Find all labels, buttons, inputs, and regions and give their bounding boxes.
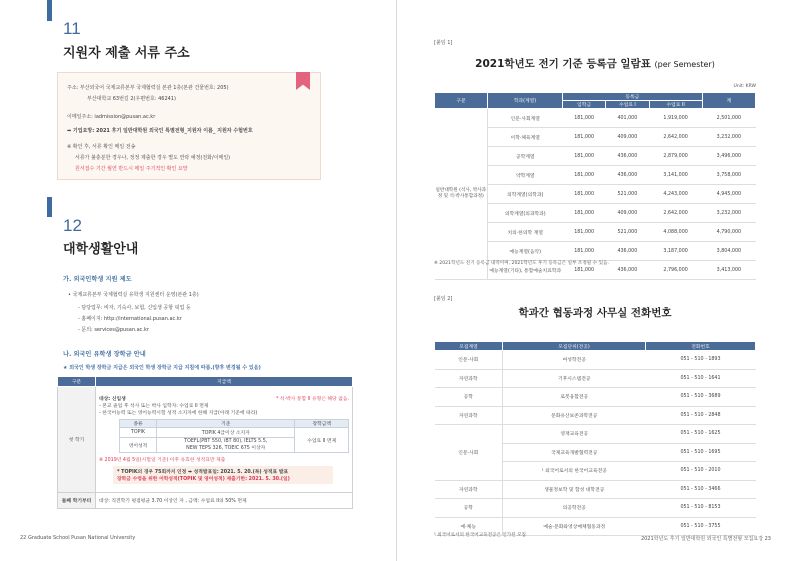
phone-major-cell: 의공학전공 [503, 499, 646, 518]
fee-title-en: (per Semester) [654, 60, 715, 69]
section-bar [47, 197, 52, 217]
fee-cell: 436,000 [606, 242, 649, 261]
table-cell [96, 387, 353, 493]
fee-cell: 181,000 [563, 223, 606, 242]
phone-row [435, 388, 756, 407]
phone-number-cell: 051 - 510 - 8153 [646, 499, 756, 518]
phone-header: 모집계열 [435, 342, 503, 351]
table-header: 지급액 [96, 377, 353, 387]
phone-major-cell: 국제교육개발협력전공 [503, 443, 646, 462]
fee-cell: 1,919,000 [649, 109, 702, 128]
fee-cell: 의학계열(의학과) [488, 185, 563, 204]
section-bar [47, 0, 52, 21]
fee-title-text: 2021학년도 전기 기준 등록금 일람표 [475, 58, 651, 70]
subheading: 나. 외국인 유학생 장학금 안내 [63, 351, 146, 358]
highlight-box [113, 466, 333, 484]
eligibility-line: - 본교 졸업 후 석사 또는 박사 입학자: 수업료 II 면제 [99, 404, 209, 409]
attachment-label: [붙임 2] [434, 296, 453, 302]
fee-cell: 예능계열(음악) [488, 242, 563, 261]
fee-cell: 3,232,000 [702, 204, 755, 223]
phone-number-cell: 051 - 510 - 2848 [646, 406, 756, 425]
fee-cell: 3,496,000 [702, 147, 755, 166]
inner-header: 종류 [120, 420, 157, 428]
fee-cell: 436,000 [606, 147, 649, 166]
note-line-red: 원서접수 기간 월연 반드시 메일 주기적인 확인 요망 [75, 166, 188, 172]
row-label: 첫 학기 [58, 387, 96, 493]
phone-number-cell: 051 - 510 - 2010 [646, 462, 756, 481]
row-label: 둘째 학기부터 [58, 493, 96, 509]
right-page [397, 0, 793, 561]
fee-cell: 예능계열(기타), 통합예술치료학과 [488, 261, 563, 280]
fee-cell: 181,000 [563, 166, 606, 185]
email-line: 이메일주소: iadmission@pusan.ac.kr [67, 114, 156, 120]
phone-number-cell: 051 - 510 - 3466 [646, 480, 756, 499]
section-number: 12 [63, 216, 82, 235]
phone-major-cell: 문화유산보존과학전공 [503, 406, 646, 425]
fee-cell: 약학계열 [488, 166, 563, 185]
fee-cell: 4,790,000 [702, 223, 755, 242]
note-line: 서류가 불충분한 경우나, 정정 제출한 경우 별도 연락 예정(전화/이메일) [75, 155, 231, 161]
table-cell: 대상: 직전학기 평점평균 3.70 이상인 자 , 금액: 수업료 II의 50% 면제 [96, 493, 353, 509]
phone-major-cell: ¹ 외국어로서의 한국어교육전공 [503, 462, 646, 481]
fee-header: 학과(계열) [488, 93, 563, 109]
fee-cell: 181,000 [563, 147, 606, 166]
fee-table [434, 92, 756, 280]
scholarship-table [57, 376, 353, 509]
phone-major-cell: 로봇융합전공 [503, 388, 646, 407]
fee-cell: 인문·사회계열 [488, 109, 563, 128]
fee-cell: 181,000 [563, 109, 606, 128]
eligibility-line: - 한국어능력 또는 영어능력시험 성적 소지자에 한해 지급(아래 기준에 따라) [99, 411, 258, 416]
phone-note: ¹ 외국어로서의 한국어교육전공은 인가된 모집 [434, 533, 526, 538]
red-note: * 석·박사 통합 II 유형은 해당 없음. [275, 397, 349, 402]
notice-box [57, 72, 321, 180]
phone-group-label: 인문·사회 [435, 351, 503, 370]
address-line: 부산대학교 63번길 2(우편번호: 46241) [87, 96, 176, 102]
fee-cell: 의학계열(의과학과) [488, 204, 563, 223]
list-item: - 담당업무: 비자, 기숙사, 보험, 신입생 공항 픽업 등 [78, 305, 191, 311]
phone-header: 모집단위(전공) [503, 342, 646, 351]
list-item: - 홈페이지: http://international.pusan.ac.kr [78, 316, 182, 322]
unit-label: Unit: KRW [733, 84, 756, 89]
phone-group-label: 자연과학 [435, 406, 503, 425]
subheading: 가. 외국인학생 지원 제도 [63, 276, 132, 283]
phone-row [435, 425, 756, 444]
fee-cell: 4,088,000 [649, 223, 702, 242]
phone-group-label: 자연과학 [435, 480, 503, 499]
fee-header: 구분 [435, 93, 488, 109]
fee-cell: 3,804,000 [702, 242, 755, 261]
fee-cell: 181,000 [563, 128, 606, 147]
inner-header: 기준 [157, 420, 295, 428]
fee-cell: 409,000 [606, 204, 649, 223]
fee-cell: 2,879,000 [649, 147, 702, 166]
eligibility-title: 대상: 신입생 [99, 397, 126, 402]
note-line: ※ 확인 후, 서류 확인 메일 전송 [67, 144, 136, 150]
left-page [0, 0, 396, 561]
fee-header: 등록금 [563, 93, 703, 101]
list-item: • 국제교류본부 국제협력실 유학생 지원센터 운영(본관 1층) [68, 292, 199, 298]
inner-cell: 수업료 II 면제 [295, 428, 349, 453]
fee-header: 계 [702, 93, 755, 109]
attachment-label: [붙임 1] [434, 40, 453, 46]
section-title: 대학생활안내 [63, 242, 139, 257]
phone-number-cell: 051 - 510 - 3755 [646, 517, 756, 536]
fee-cell: 3,413,000 [702, 261, 755, 280]
phone-row [435, 351, 756, 370]
inner-cell: TOPIK [120, 428, 157, 438]
fee-cell: 2,642,000 [649, 128, 702, 147]
phone-row [435, 480, 756, 499]
address-line: 주소: 부산외국어 국제교류본부 국제협력실 본관 1층(본관 건물번호: 205) [67, 85, 229, 91]
phone-number-cell: 051 - 510 - 1695 [646, 443, 756, 462]
fee-cell: 3,232,000 [702, 128, 755, 147]
inner-header: 장학금액 [295, 420, 349, 428]
phone-number-cell: 051 - 510 - 1893 [646, 351, 756, 370]
phone-number-cell: 051 - 510 - 1625 [646, 425, 756, 444]
phone-number-cell: 051 - 510 - 3689 [646, 388, 756, 407]
phone-number-cell: 051 - 510 - 1641 [646, 369, 756, 388]
phone-row [435, 369, 756, 388]
fee-cell: 3,758,000 [702, 166, 755, 185]
fee-cell: 436,000 [606, 261, 649, 280]
fee-cell: 이학·체육계열 [488, 128, 563, 147]
section-title: 지원자 제출 서류 주소 [63, 46, 190, 61]
highlight-line: * TOPIK의 경우 75회까지 인정 ➡ 성적발표일: 2021. 5. 20.(목) 성적표 발표 [117, 470, 289, 475]
fee-cell: 4,945,000 [702, 185, 755, 204]
fee-header: 입학금 [563, 101, 606, 109]
phone-major-cell: 생물정보학 및 합성 대학전공 [503, 480, 646, 499]
section-number: 11 [63, 19, 81, 38]
fee-title [397, 56, 793, 71]
phone-group-label: 인문·사회 [435, 425, 503, 481]
fee-cell: 2,501,000 [702, 109, 755, 128]
fee-row [435, 109, 756, 128]
fee-cell: 521,000 [606, 223, 649, 242]
phone-group-label: 자연과학 [435, 369, 503, 388]
fee-cell: 3,187,000 [649, 242, 702, 261]
phone-major-cell: 여성학전공 [503, 351, 646, 370]
red-note: ※ 2019년 4월 5일(시험일 기준) 이후 유효한 성적표만 제출 [99, 458, 226, 463]
fee-cell: 181,000 [563, 261, 606, 280]
fee-header: 수업료 II [649, 101, 702, 109]
scholarship-note: ★ 외국인 학생 장학금 지급은 외국인 학생 장학금 지급 지침에 따름.(향후 변경될 수 있음) [63, 365, 261, 371]
fee-cell: 401,000 [606, 109, 649, 128]
fee-note: ※ 2021학년도 전기 등록금 내역이며, 2021학년도 후기 등록금은 일부 조정될 수 있음. [434, 261, 609, 266]
phone-major-cell: 영재교육전공 [503, 425, 646, 444]
fee-header: 수업료 I [606, 101, 649, 109]
eng-std: TOEFL(PBT 550, iBT 80), IELTS 5.5, [184, 439, 268, 444]
fee-cell: 공학계열 [488, 147, 563, 166]
phone-major-cell: 기후시스템전공 [503, 369, 646, 388]
highlight-line: 장학금 수령을 위한 어학성적(TOPIK 및 영어성적) 제출기한: 2021. 5. 30.(일) [117, 477, 290, 482]
page-footer: 22 Graduate School Pusan National University [20, 535, 136, 541]
phone-major-cell: 예술·문화와영상매체협동과정 [503, 517, 646, 536]
criteria-table [119, 419, 349, 453]
fee-cell: 치의·한의학 계열 [488, 223, 563, 242]
phone-group-label: 공학 [435, 499, 503, 518]
fee-cell: 521,000 [606, 185, 649, 204]
phone-title: 학과간 협동과정 사무실 전화번호 [518, 307, 672, 319]
phone-row [435, 499, 756, 518]
inner-cell [157, 438, 295, 453]
list-item: - 문의: services@pusan.ac.kr [78, 327, 149, 333]
inner-cell: TOPIK 4급이상 소지자 [157, 428, 295, 438]
phone-group-label: 공학 [435, 388, 503, 407]
fee-cell: 2,796,000 [649, 261, 702, 280]
fee-cell: 181,000 [563, 204, 606, 223]
phone-table [434, 341, 756, 536]
page-footer: 2021학년도 후기 일반대학원 외국인 특별전형 모집요강 23 [640, 536, 771, 542]
fee-cell: 2,642,000 [649, 204, 702, 223]
fee-cell: 3,141,000 [649, 166, 702, 185]
fee-cell: 181,000 [563, 242, 606, 261]
fee-cell: 409,000 [606, 128, 649, 147]
eng-std: NEW TEPS 326, TOEIC 675 이상자 [186, 446, 266, 451]
fee-group-label: 일반대학원 (석사, 박사과정 및 석·박사통합과정) [435, 109, 488, 280]
table-header: 구분 [58, 377, 96, 387]
phone-group-label: 예·체능 [435, 517, 503, 536]
subject-line: ➡ 기업요망: 2021 후기 일반대학원 외국인 특별전형_지원자 이름_ 지원자 수험번호 [67, 128, 253, 134]
fee-cell: 4,243,000 [649, 185, 702, 204]
inner-cell: 영어성적 [120, 438, 157, 453]
phone-row [435, 406, 756, 425]
fee-cell: 181,000 [563, 185, 606, 204]
phone-header: 전화번호 [646, 342, 756, 351]
fee-cell: 436,000 [606, 166, 649, 185]
